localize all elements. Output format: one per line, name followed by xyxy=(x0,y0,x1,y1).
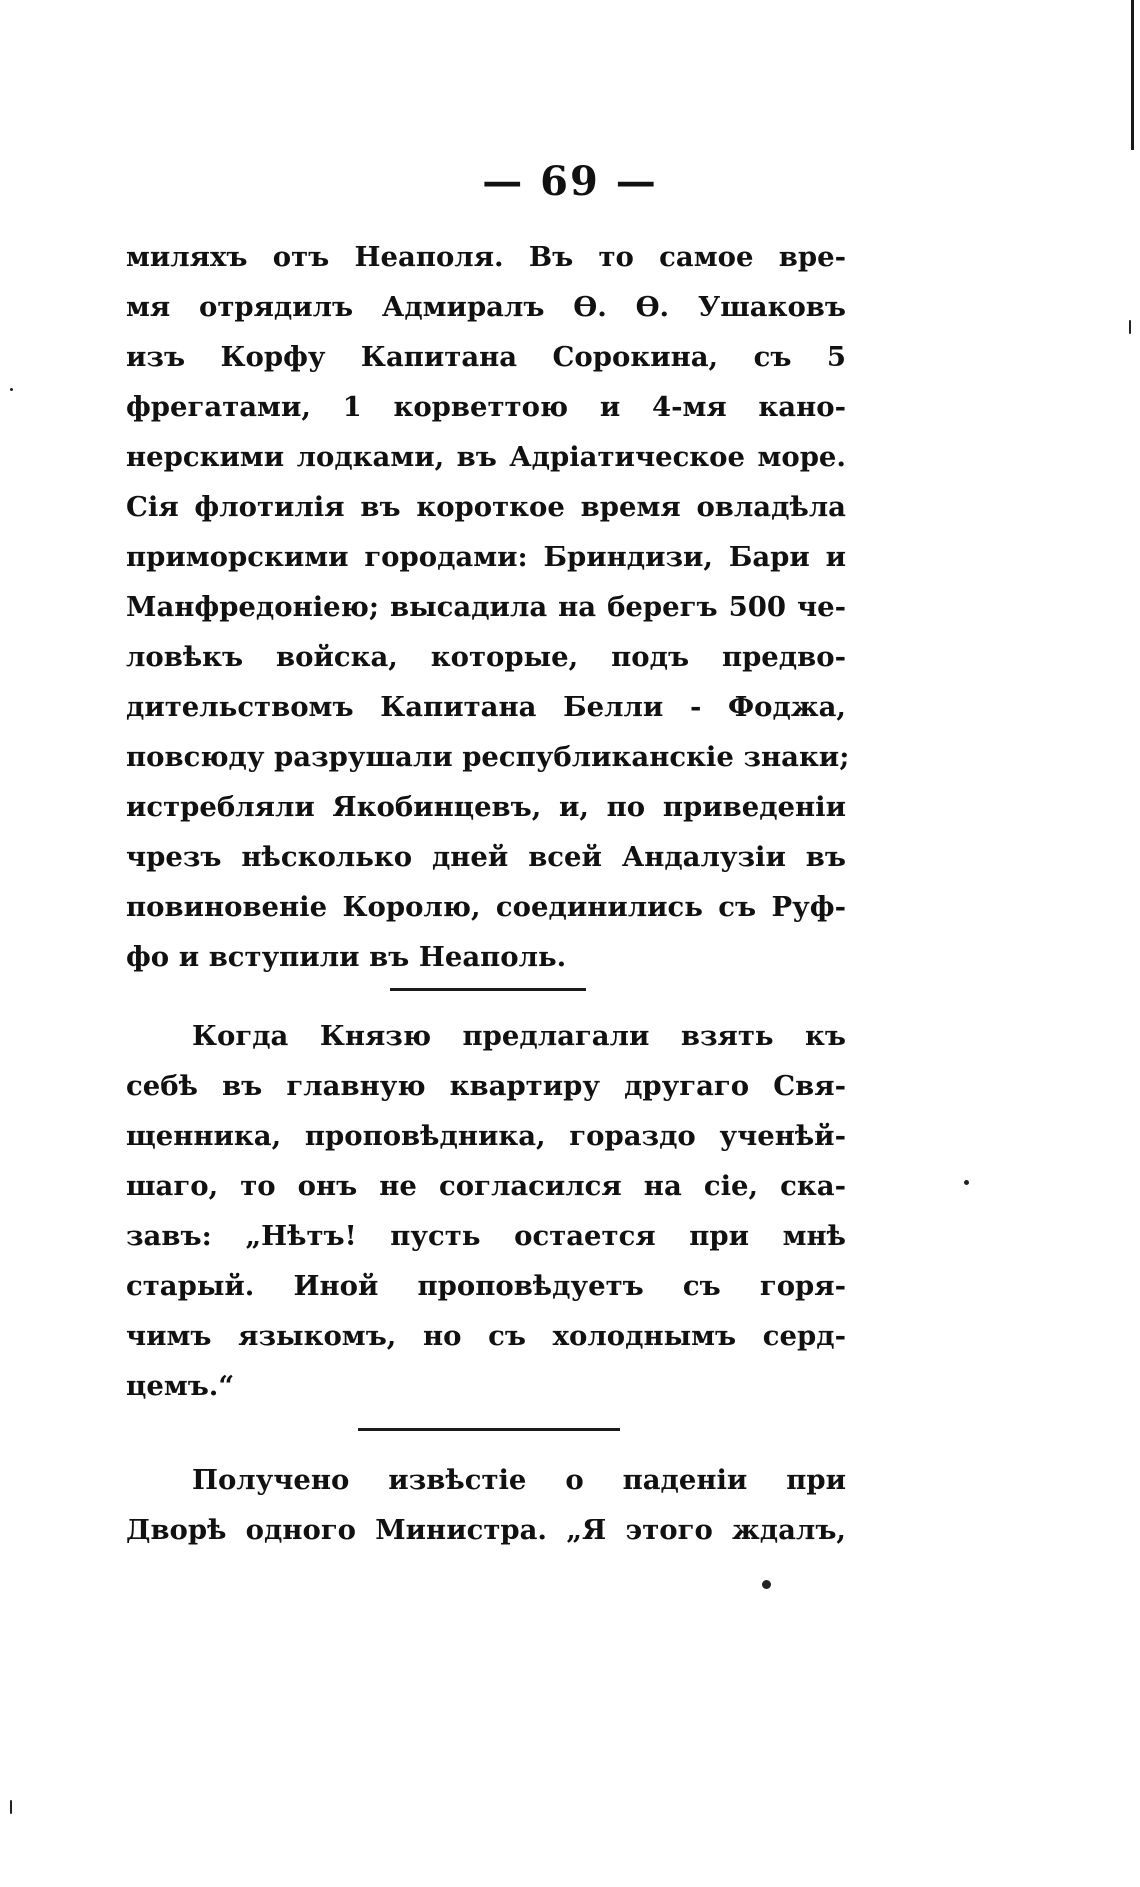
ink-speck xyxy=(10,388,13,391)
paragraph-1 xyxy=(126,232,850,982)
text-line: чимъ языкомъ, но съ холоднымъ серд- xyxy=(126,1320,846,1352)
text-line: фрегатами, 1 корветтою и 4-мя кано- xyxy=(126,391,846,423)
text-line: Сія флотилія въ короткое время овладѣла xyxy=(126,491,846,523)
text-line: Манфредоніею; высадила на берегъ 500 че- xyxy=(126,591,846,623)
text-line: мя отрядилъ Адмиралъ Ѳ. Ѳ. Ушаковъ xyxy=(126,291,846,323)
ink-speck xyxy=(10,1800,12,1814)
page-number: — 69 — xyxy=(482,158,658,205)
text-line: завъ: „Нѣтъ! пусть остается при мнѣ xyxy=(126,1220,846,1252)
ink-speck xyxy=(1129,320,1131,334)
paragraph-2 xyxy=(126,1011,846,1411)
section-divider xyxy=(358,1428,620,1431)
text-line: цемъ.“ xyxy=(126,1370,235,1402)
paragraph-3 xyxy=(126,1455,846,1555)
text-line: приморскими городами: Бриндизи, Бари и xyxy=(126,541,846,573)
text-line: повсюду разрушали республиканскіе знаки; xyxy=(126,741,850,773)
text-line: миляхъ отъ Неаполя. Въ то самое вре- xyxy=(126,241,846,273)
text-line: себѣ въ главную квартиру другаго Свя- xyxy=(126,1070,846,1102)
text-line: ловѣкъ войска, которые, подъ предво- xyxy=(126,641,846,673)
text-line: дительствомъ Капитана Белли - Фоджа, xyxy=(126,691,846,723)
ink-speck xyxy=(964,1180,969,1185)
section-divider xyxy=(390,988,586,991)
text-line: шаго, то онъ не согласился на сіе, ска- xyxy=(126,1170,846,1202)
text-line: повиновеніе Королю, соединились съ Руф- xyxy=(126,891,846,923)
text-line: изъ Корфу Капитана Сорокина, съ 5 xyxy=(126,341,846,373)
text-line: Когда Князю предлагали взять къ xyxy=(192,1020,846,1052)
text-line: старый. Иной проповѣдуетъ съ горя- xyxy=(126,1270,846,1302)
page-edge-shadow xyxy=(1131,0,1134,150)
ink-speck xyxy=(762,1580,771,1589)
text-line: щенника, проповѣдника, гораздо ученѣй- xyxy=(126,1120,846,1152)
text-line: Получено извѣстіе о паденіи при xyxy=(192,1464,846,1496)
text-line: Дворѣ одного Министра. „Я этого ждалъ, xyxy=(126,1514,846,1546)
text-line: фо и вступили въ Неаполь. xyxy=(126,941,567,973)
text-line: чрезъ нѣсколько дней всей Андалузіи въ xyxy=(126,841,846,873)
text-line: истребляли Якобинцевъ, и, по приведеніи xyxy=(126,791,846,823)
text-line: нерскими лодками, въ Адріатическое море. xyxy=(126,441,846,473)
